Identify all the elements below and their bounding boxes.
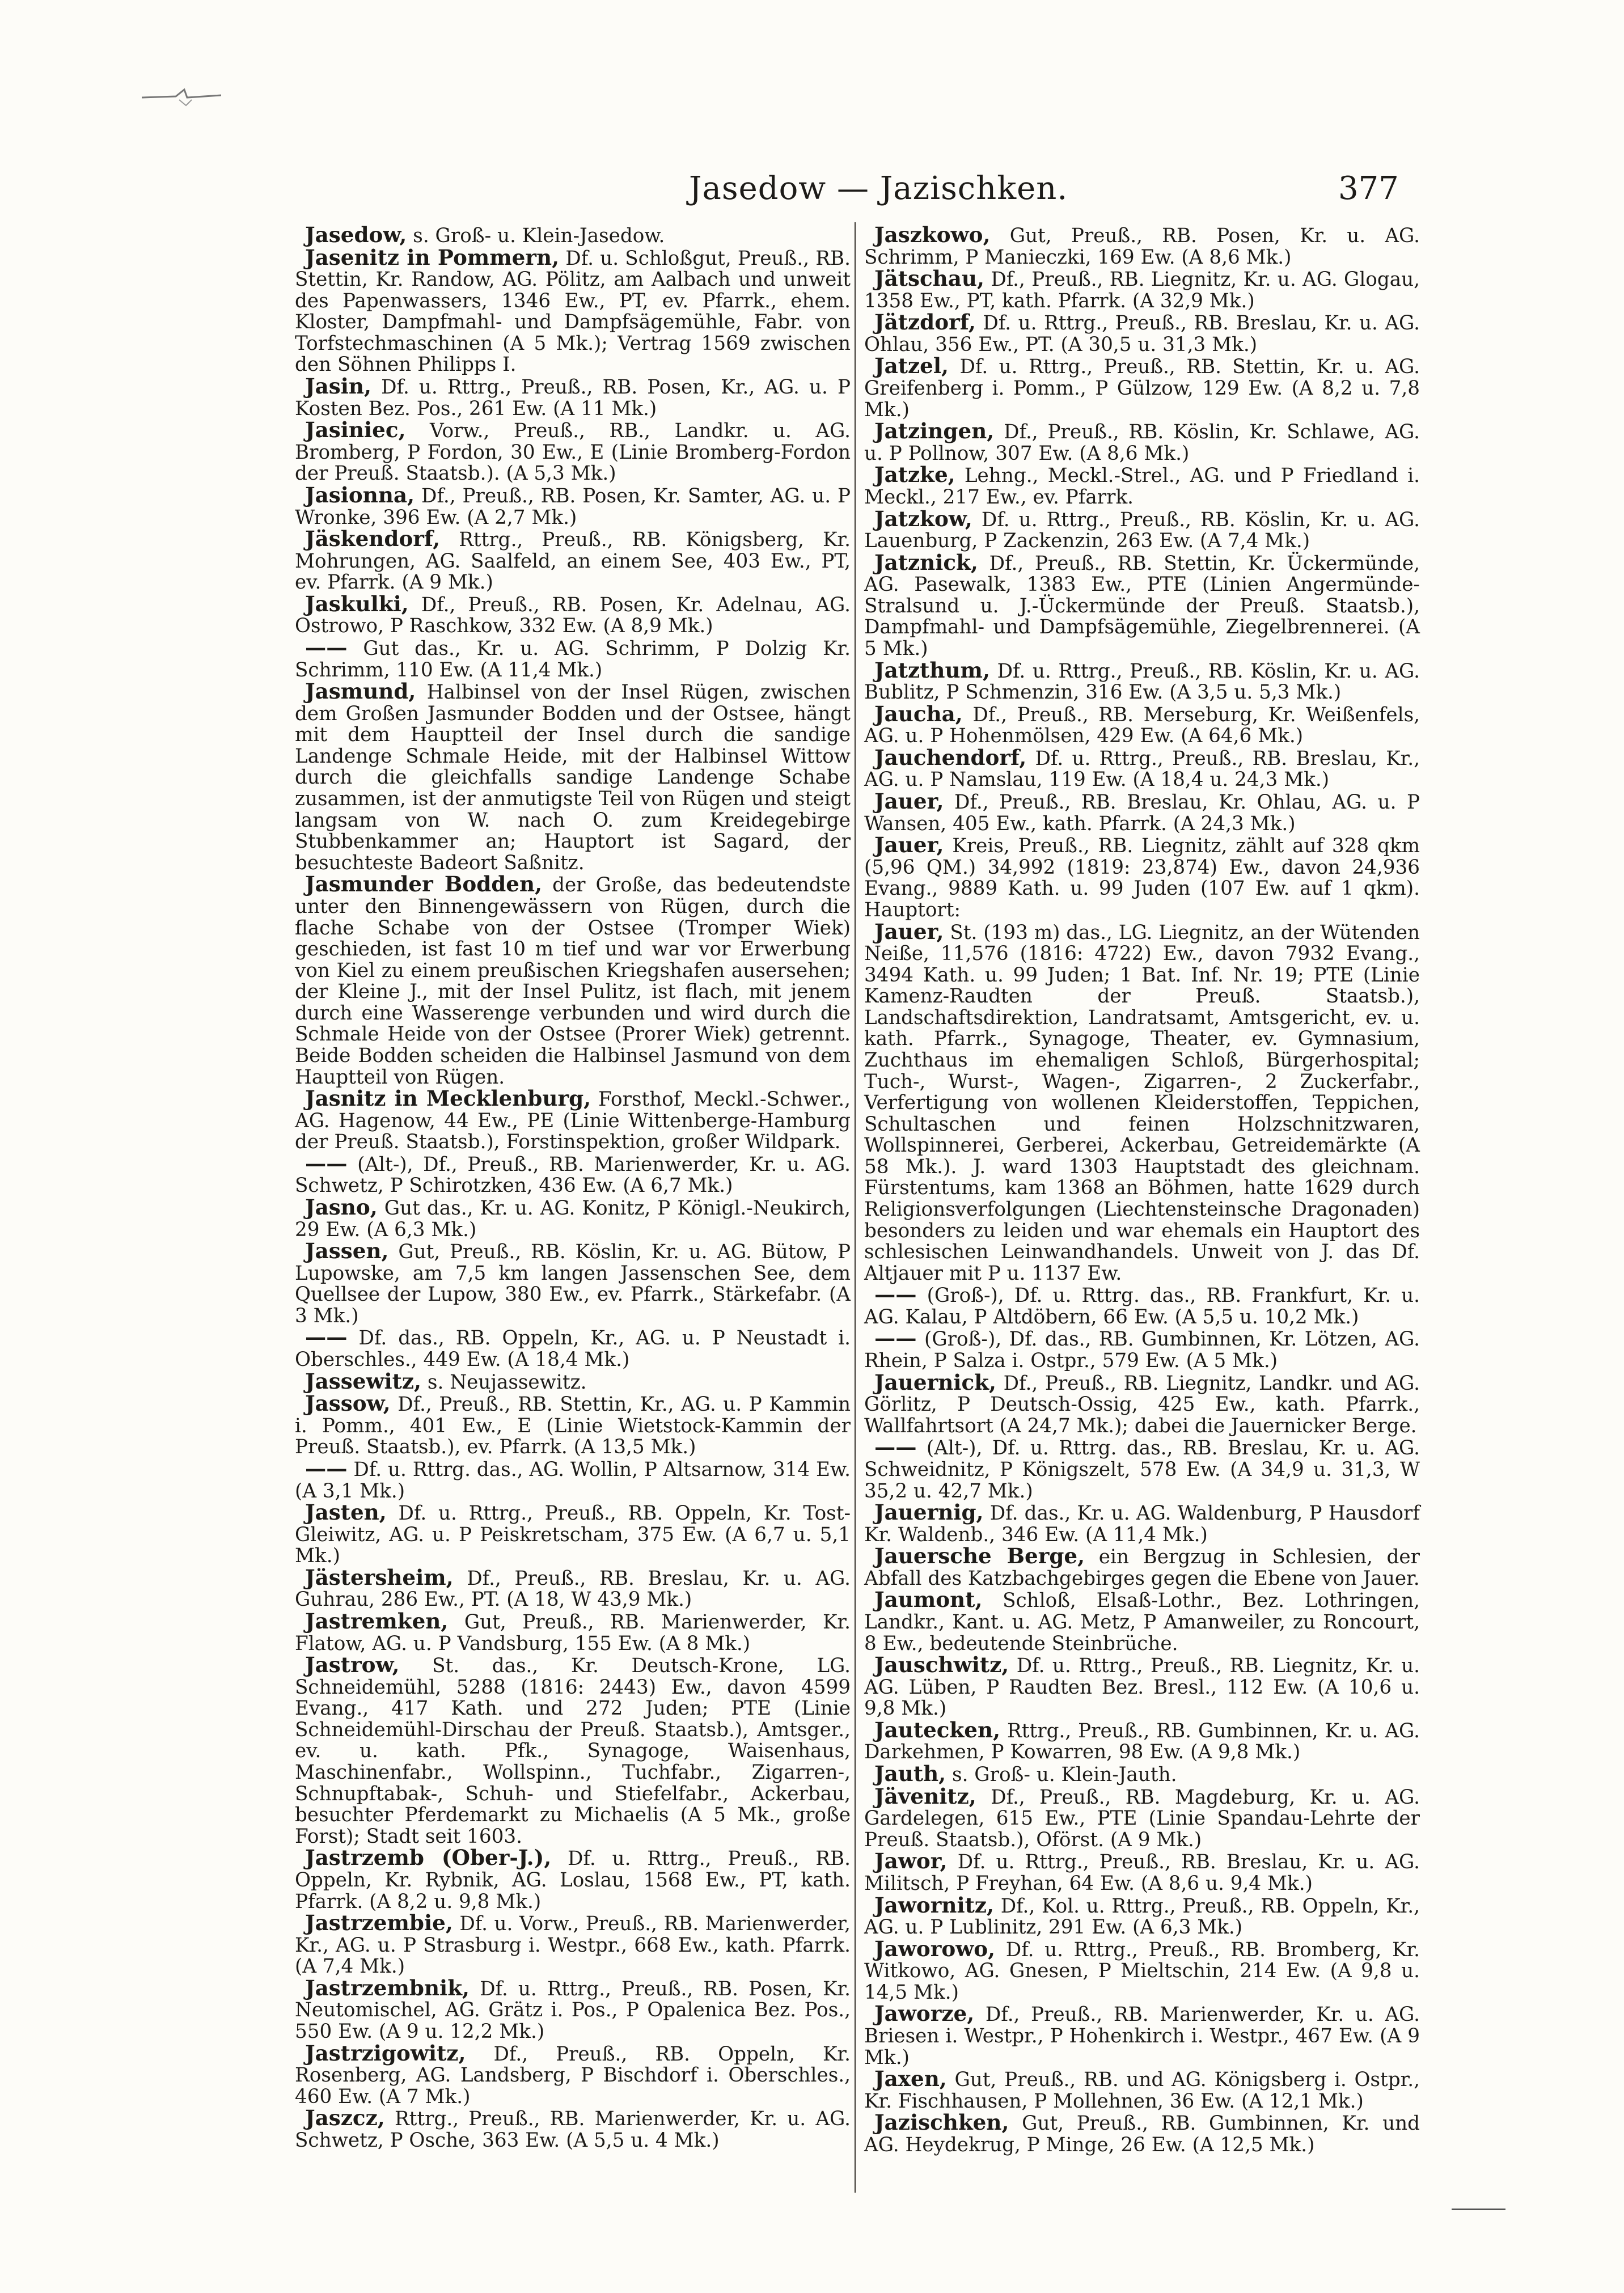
- entry-text: Df. das., RB. Oppeln, Kr., AG. u. P Neustadt i. Oberschles., 449 Ew. (A 18,4 Mk.): [295, 1327, 851, 1372]
- entry-headword: Jauersche Berge,: [874, 1543, 1085, 1569]
- entry-headword: ——: [305, 1325, 348, 1350]
- dictionary-entry: [864, 1783, 1420, 1851]
- entry-text: (Alt-), Df. u. Rttrg. das., RB. Breslau, Kr. u. AG. Schweidnitz, P Königszelt, 578 Ew. (A 34,9 u. 31,3, W 35,2 u. 42,7 Mk.): [864, 1437, 1420, 1503]
- entry-headword: Jassen,: [305, 1238, 389, 1264]
- entry-text: Df. u. Rttrg., Preuß., RB. Breslau, Kr., AG. u. P Namslau, 119 Ew. (A 18,4 u. 24,3 Mk.): [864, 747, 1420, 792]
- entry-text: Df. u. Rttrg., Preuß., RB. Posen, Kr. Neutomischel, AG. Grätz i. Pos., P Opalenica Bez. Pos., 550 Ew. (A 9 u. 12,2 Mk.): [295, 1977, 851, 2043]
- entry-headword: Jaszcz,: [305, 2105, 385, 2131]
- dictionary-entry: [864, 701, 1420, 748]
- entry-text: Gut, Preuß., RB. Posen, Kr. u. AG. Schrimm, P Manieczki, 169 Ew. (A 8,6 Mk.): [864, 225, 1420, 269]
- entry-headword: Jasenitz in Pommern,: [305, 244, 560, 270]
- entry-headword: Jaskulki,: [305, 591, 409, 616]
- entry-text: (Groß-), Df. u. Rttrg. das., RB. Frankfurt, Kr. u. AG. Kalau, P Altdöbern, 66 Ew. (A 5,5 u. 10,2 Mk.): [864, 1284, 1420, 1329]
- dictionary-entry: [295, 222, 851, 247]
- dictionary-entry: [864, 1284, 1420, 1328]
- entry-text: Df., Preuß., RB. Posen, Kr. Adelnau, AG. Ostrowo, P Raschkow, 332 Ew. (A 8,9 Mk.): [295, 593, 851, 638]
- entry-headword: Jasmund,: [305, 679, 416, 704]
- entry-text: (Alt-), Df., Preuß., RB. Marienwerder, Kr. u. AG. Schwetz, P Schirotzken, 436 Ew. (A 6,7 Mk.): [295, 1153, 851, 1198]
- entry-text: Lehng., Meckl.-Strel., AG. und P Friedland i. Meckl., 217 Ew., ev. Pfarrk.: [864, 464, 1420, 509]
- entry-headword: Jastrzembnik,: [305, 1975, 470, 2000]
- left-column: [295, 222, 851, 2152]
- entry-text: Df., Preuß., RB. Breslau, Kr. Ohlau, AG. u. P Wansen, 405 Ew., kath. Pfarrk. (A 24,3 Mk.): [864, 791, 1420, 835]
- entry-headword: ——: [874, 1282, 917, 1308]
- entry-headword: Jatzingen,: [874, 418, 995, 444]
- entry-headword: Jasten,: [305, 1500, 387, 1525]
- entry-headword: ——: [305, 1456, 348, 1481]
- entry-text: Vorw., Preuß., RB., Landkr. u. AG. Bromberg, P Fordon, 30 Ew., E (Linie Bromberg-Fordon der Preuß. Staatsb.). (A 5,3 Mk.): [295, 420, 851, 485]
- entry-headword: Jävenitz,: [874, 1783, 976, 1809]
- dictionary-entry: [295, 1611, 851, 1655]
- entry-text: Df., Preuß., RB. Köslin, Kr. Schlawe, AG. u. P Pollnow, 307 Ew. (A 8,6 Mk.): [864, 421, 1420, 465]
- entry-headword: Jawor,: [874, 1848, 948, 1874]
- entry-headword: Jauer,: [874, 832, 944, 858]
- entry-headword: Jäskendorf,: [305, 526, 441, 552]
- entry-headword: Jauth,: [874, 1761, 946, 1787]
- entry-text: Df. u. Schloßgut, Preuß., RB. Stettin, Kr. Randow, AG. Pölitz, am Aalbach und unweit des Papenwassers, 1346 Ew., PT, ev. Pfarrk., ehem. Kloster, Dampfmahl- und Dampfsägemühle, Fabr. von Torfstechmaschinen (A 5 Mk.); Vertrag 1569 zwischen den Söhnen Philipps I.: [295, 247, 851, 376]
- entry-text: Df. u. Rttrg., Preuß., RB. Stettin, Kr. u. AG. Greifenberg i. Pomm., P Gülzow, 129 Ew. (A 8,2 u. 7,8 Mk.): [864, 356, 1420, 421]
- entry-text: Df., Preuß., RB. Merseburg, Kr. Weißenfels, AG. u. P Hohenmölsen, 429 Ew. (A 64,6 Mk.): [864, 703, 1420, 748]
- entry-text: der Große, das bedeutendste unter den Binnengewässern von Rügen, durch die flache Schabe von der Ostsee (Tromper Wiek) geschieden, ist fast 10 m tief und war vor Erwerbung von Kiel zu einem preußischen Kriegshafen ausersehen; der Kleine J., mit der Insel Pulitz, ist flach, mit jenem durch eine Wasserenge verbunden und wird durch die Schmale Heide von der Ostsee (Prorer Wiek) getrennt. Beide Bodden scheiden die Halbinsel Jasmund von dem Hauptteil von Rügen.: [295, 874, 851, 1089]
- dictionary-entry: [295, 1502, 851, 1567]
- entry-headword: Jasiniec,: [305, 417, 406, 443]
- dictionary-entry: [295, 1150, 851, 1198]
- entry-headword: Jaucha,: [874, 701, 963, 726]
- entry-text: Rttrg., Preuß., RB. Königsberg, Kr. Mohrungen, AG. Saalfeld, an einem See, 403 Ew., PT, ev. Pfarrk. (A 9 Mk.): [295, 528, 851, 594]
- entry-text: Rttrg., Preuß., RB. Marienwerder, Kr. u. AG. Schwetz, P Osche, 363 Ew. (A 5,5 u. 4 Mk.): [295, 2108, 851, 2152]
- entry-text: Df., Preuß., RB. Stettin, Kr., AG. u. P Kammin i. Pomm., 401 Ew., E (Linie Wietstock-Kammin der Preuß. Staatsb.), ev. Pfarrk. (A 13,5 Mk.): [295, 1393, 851, 1459]
- dictionary-entry: [864, 921, 1420, 1285]
- dictionary-entry: [864, 549, 1420, 660]
- entry-text: Df. u. Vorw., Preuß., RB. Marienwerder, Kr., AG. u. P Strasburg i. Westpr., 668 Ew., kath. Pfarrk. (A 7,4 Mk.): [295, 1913, 851, 1978]
- dictionary-entry: [864, 312, 1420, 356]
- entry-text: Df., Preuß., RB. Liegnitz, Kr. u. AG. Glogau, 1358 Ew., PT, kath. Pfarrk. (A 32,9 Mk.): [864, 268, 1420, 312]
- entry-headword: Jastrzembie,: [305, 1910, 453, 1936]
- entry-headword: Jatzkow,: [874, 506, 972, 531]
- dictionary-entry: [864, 791, 1420, 835]
- entry-text: Df. u. Rttrg., Preuß., RB. Breslau, Kr. u. AG. Ohlau, 356 Ew., PT. (A 30,5 u. 31,3 Mk.): [864, 312, 1420, 356]
- dictionary-entry: [295, 528, 851, 594]
- entry-headword: Jastrzemb (Ober-J.),: [305, 1845, 552, 1871]
- entry-headword: ——: [874, 1435, 917, 1460]
- dictionary-entry: [864, 2112, 1420, 2156]
- entry-headword: Jätschau,: [874, 266, 984, 291]
- dictionary-entry: [864, 506, 1420, 553]
- dictionary-entry: [864, 1437, 1420, 1502]
- dictionary-entry: [864, 832, 1420, 921]
- dictionary-entry: [295, 1975, 851, 2043]
- dictionary-entry: [295, 1564, 851, 1611]
- entry-headword: Jaszkowo,: [874, 222, 991, 247]
- entry-headword: Jauchendorf,: [874, 744, 1027, 770]
- dictionary-entry: [864, 744, 1420, 792]
- entry-headword: Jasin,: [305, 374, 371, 399]
- entry-text: Gut das., Kr. u. AG. Konitz, P Königl.-Neukirch, 29 Ew. (A 6,3 Mk.): [295, 1197, 851, 1241]
- dictionary-entry: [864, 464, 1420, 508]
- entry-headword: Jaumont,: [874, 1587, 983, 1613]
- entry-text: Halbinsel von der Insel Rügen, zwischen dem Großen Jasmunder Bodden und der Ostsee, hängt mit dem Hauptteil der Insel durch die sandige Landenge Schmale Heide, mit der Halbinsel Wittow durch die gleichfalls sandige Landenge Schabe zusammen, ist der anmutigste Teil von Rügen und steigt langsam von W. nach O. zum Kreidegebirge Stubbenkammer an; Hauptort ist Sagard, der besuchteste Badeort Saßnitz.: [295, 681, 851, 874]
- dictionary-entry: [295, 634, 851, 682]
- dictionary-entry: [864, 1589, 1420, 1655]
- entry-headword: Jasmunder Bodden,: [305, 871, 543, 897]
- entry-text: Df. u. Rttrg., Preuß., RB. Oppeln, Kr. Tost-Gleiwitz, AG. u. P Peiskretscham, 375 Ew. (A 6,7 u. 5,1 Mk.): [295, 1502, 851, 1568]
- entry-text: St. das., Kr. Deutsch-Krone, LG. Schneidemühl, 5288 (1816: 2443) Ew., davon 4599 Evang., 417 Kath. und 272 Juden; PTE (Linie Schneidemühl-Dirschau der Preuß. Staatsb.), Amtsger., ev. u. kath. Pfk., Synagoge, Waisenhaus, Maschinenfabr., Wollspinn., Tuchfabr., Zigarren-, Schnupftabak-, Schuh- und Stiefelfabr., Ackerbau, besuchter Pferdemarkt zu Michaelis (A 5 Mk., große Forst); Stadt seit 1603.: [295, 1655, 851, 1848]
- dictionary-entry: [295, 482, 851, 529]
- dictionary-entry: [864, 1848, 1420, 1895]
- entry-headword: Jauer,: [874, 789, 944, 814]
- entry-text: Df. u. Rttrg., Preuß., RB. Liegnitz, Kr. u. AG. Lüben, P Raudten Bez. Bresl., 112 Ew. (A 10,6 u. 9,8 Mk.): [864, 1655, 1420, 1720]
- entry-text: Df. u. Rttrg. das., AG. Wollin, P Altsarnow, 314 Ew. (A 3,1 Mk.): [295, 1458, 851, 1503]
- dictionary-entry: [864, 2003, 1420, 2068]
- entry-text: Df. u. Rttrg., Preuß., RB. Breslau, Kr. u. AG. Militsch, P Freyhan, 64 Ew. (A 8,6 u. 9,4 Mk.): [864, 1851, 1420, 1895]
- entry-headword: Jatzthum,: [874, 657, 990, 683]
- entry-headword: Jauschwitz,: [874, 1652, 1009, 1678]
- dictionary-entry: [864, 1652, 1420, 1720]
- entry-headword: Jatzel,: [874, 353, 949, 379]
- dictionary-entry: [864, 353, 1420, 421]
- entry-text: Df. u. Rttrg., Preuß., RB. Köslin, Kr. u. AG. Lauenburg, P Zackenzin, 263 Ew. (A 7,4 Mk.): [864, 508, 1420, 553]
- dictionary-entry: [295, 591, 851, 638]
- entry-text: Df., Preuß., RB. Liegnitz, Landkr. und AG. Görlitz, P Deutsch-Ossig, 425 Ew., kath. Pfarrk., Wallfahrtsort (A 24,7 Mk.); dabei die Jauernicker Berge.: [864, 1372, 1420, 1437]
- entry-text: Gut das., Kr. u. AG. Schrimm, P Dolzig Kr. Schrimm, 110 Ew. (A 11,4 Mk.): [295, 637, 851, 682]
- dictionary-entry: [295, 1847, 851, 1913]
- dictionary-entry: [864, 268, 1420, 312]
- dictionary-entry: [864, 1369, 1420, 1437]
- dictionary-entry: [864, 657, 1420, 704]
- entry-text: St. (193 m) das., LG. Liegnitz, an der Wütenden Neiße, 11,576 (1816: 4722) Ew., davon 7932 Evang., 3494 Kath. u. 99 Juden; 1 Bat. Inf. Nr. 19; PTE (Linie Kamenz-Raudten der Preuß. Staatsb.), Landschaftsdirektion, Landratsamt, Amtsgericht, ev. u. kath. Pfarrk., Synagoge, Theater, ev. Gymnasium, Zuchthaus im ehemaligen Schloß, Bürgerhospital; Tuch-, Wurst-, Wagen-, Zigarren-, 2 Zuckerfabr., Verfertigung von wollenen Kleiderstoffen, Teppichen, Schultaschen und feinen Holzschnitzwaren, Wollspinnerei, Gerberei, Ackerbau, Getreidemärkte (A 58 Mk.). J. ward 1303 Hauptstadt des gleichnam. Fürstentums, kam 1368 an Böhmen, hatte 1629 durch Religionsverfolgungen (Liechtensteinsche Dragonaden) besonders zu leiden und war ehemals ein Hauptort des schlesischen Leinwandhandels. Unweit von J. das Df. Altjauer mit P u. 1137 Ew.: [864, 921, 1420, 1285]
- entry-headword: Jatznick,: [874, 549, 978, 575]
- entry-headword: Jaworowo,: [874, 1936, 996, 1961]
- entry-text: Df., Kol. u. Rttrg., Preuß., RB. Oppeln, Kr., AG. u. P Lublinitz, 291 Ew. (A 6,3 Mk.): [864, 1894, 1420, 1939]
- entry-text: Gut, Preuß., RB. und AG. Königsberg i. Ostpr., Kr. Fischhausen, P Mollehnen, 36 Ew. (A 12,1 Mk.): [864, 2068, 1420, 2113]
- entry-headword: Jauer,: [874, 919, 944, 944]
- dictionary-entry: [295, 1652, 851, 1848]
- entry-text: Df., Preuß., RB. Oppeln, Kr. Rosenberg, AG. Landsberg, P Bischdorf i. Oberschles., 460 Ew. (A 7 Mk.): [295, 2042, 851, 2108]
- entry-headword: Jaworze,: [874, 2001, 975, 2027]
- running-head: Jasedow — Jazischken.: [689, 170, 1068, 207]
- dictionary-entry: [295, 417, 851, 485]
- dictionary-entry: [864, 1717, 1420, 1764]
- dictionary-entry: [295, 376, 851, 420]
- entry-headword: Jauernick,: [874, 1369, 996, 1395]
- entry-headword: ——: [305, 1150, 348, 1176]
- entry-headword: Jastrzigowitz,: [305, 2040, 466, 2066]
- footer-rule: [1452, 2209, 1505, 2210]
- dictionary-entry: [295, 2040, 851, 2108]
- entry-text: s. Groß- u. Klein-Jasedow.: [413, 225, 665, 247]
- entry-text: Df. u. Rttrg., Preuß., RB. Bromberg, Kr. Witkowo, AG. Gnesen, P Mieltschin, 214 Ew. (A 9,8 u. 14,5 Mk.): [864, 1938, 1420, 2004]
- dictionary-entry: [864, 222, 1420, 269]
- entry-text: Forsthof, Meckl.-Schwer., AG. Hagenow, 44 Ew., PE (Linie Wittenberge-Hamburg der Preuß. Staatsb.), Forstinspektion, großer Wildpark.: [295, 1088, 851, 1154]
- entry-text: Df. das., Kr. u. AG. Waldenburg, P Hausdorf Kr. Waldenb., 346 Ew. (A 11,4 Mk.): [864, 1502, 1420, 1546]
- dictionary-entry: [295, 1088, 851, 1153]
- entry-text: Df. u. Rttrg., Preuß., RB. Oppeln, Kr. Rybnik, AG. Loslau, 1568 Ew., PT, kath. Pfarrk. (A 8,2 u. 9,8 Mk.): [295, 1847, 851, 1913]
- dictionary-entry: [864, 1892, 1420, 1939]
- dictionary-entry: [295, 244, 851, 376]
- entry-headword: ——: [305, 634, 348, 660]
- dictionary-entry: [864, 2068, 1420, 2112]
- entry-text: s. Neujassewitz.: [427, 1370, 587, 1394]
- entry-text: Gut, Preuß., RB. Köslin, Kr. u. AG. Bütow, P Lupowske, am 7,5 km langen Jassenschen See, dem Quellsee der Lupow, 380 Ew., ev. Pfarrk., Stärkefabr. (A 3 Mk.): [295, 1241, 851, 1327]
- entry-headword: Jautecken,: [874, 1717, 1001, 1742]
- entry-headword: Jassow,: [305, 1391, 391, 1416]
- dictionary-entry: [864, 1763, 1420, 1786]
- page-number: 377: [1338, 170, 1399, 207]
- dictionary-entry: [295, 681, 851, 874]
- entry-headword: Jastremken,: [305, 1609, 449, 1634]
- entry-text: Df., Preuß., RB. Marienwerder, Kr. u. AG. Briesen i. Westpr., P Hohenkirch i. Westpr., 467 Ew. (A 9 Mk.): [864, 2003, 1420, 2069]
- dictionary-entry: [864, 1502, 1420, 1546]
- entry-headword: Jasionna,: [305, 482, 415, 507]
- entry-text: Rttrg., Preuß., RB. Gumbinnen, Kr. u. AG. Darkehmen, P Kowarren, 98 Ew. (A 9,8 Mk.): [864, 1719, 1420, 1764]
- dictionary-entry: [295, 1238, 851, 1327]
- entry-headword: Jästersheim,: [305, 1564, 454, 1590]
- dictionary-entry: [295, 871, 851, 1089]
- entry-text: ein Bergzug in Schlesien, der Abfall des Katzbachgebirges gegen die Ebene von Jauer.: [864, 1546, 1420, 1590]
- entry-headword: Jawornitz,: [874, 1892, 994, 1918]
- entry-text: Df., Preuß., RB. Magdeburg, Kr. u. AG. Gardelegen, 615 Ew., PTE (Linie Spandau-Lehrte der Preuß. Staatsb.), Oförst. (A 9 Mk.): [864, 1786, 1420, 1851]
- dictionary-entry: [864, 1328, 1420, 1372]
- entry-headword: Jaxen,: [874, 2066, 947, 2092]
- entry-text: Df. u. Rttrg., Preuß., RB. Posen, Kr., AG. u. P Kosten Bez. Pos., 261 Ew. (A 11 Mk.): [295, 376, 851, 420]
- entry-text: Df., Preuß., RB. Breslau, Kr. u. AG. Guhrau, 286 Ew., PT. (A 18, W 43,9 Mk.): [295, 1567, 851, 1611]
- entry-headword: Jauernig,: [874, 1500, 984, 1525]
- entry-text: Kreis, Preuß., RB. Liegnitz, zählt auf 328 qkm (5,96 QM.) 34,992 (1819: 23,874) Ew., davon 24,936 Evang., 9889 Kath. u. 99 Juden (107 Ew. auf 1 qkm). Hauptort:: [864, 835, 1420, 921]
- column-divider: [855, 222, 856, 2193]
- dictionary-entry: [864, 1543, 1420, 1590]
- entry-headword: Jastrow,: [305, 1652, 400, 1678]
- entry-headword: Jazischken,: [874, 2110, 1009, 2135]
- entry-text: Df. u. Rttrg., Preuß., RB. Köslin, Kr. u. AG. Bublitz, P Schmenzin, 316 Ew. (A 3,5 u. 5,3 Mk.): [864, 659, 1420, 704]
- dictionary-entry: [864, 1936, 1420, 2004]
- entry-headword: Jassewitz,: [305, 1368, 422, 1394]
- dictionary-entry: [295, 2105, 851, 2152]
- entry-text: Schloß, Elsaß-Lothr., Bez. Lothringen, Landkr., Kant. u. AG. Metz, P Amanweiler, zu Roncourt, 8 Ew., bedeutende Steinbrüche.: [864, 1589, 1420, 1655]
- entry-text: Df., Preuß., RB. Posen, Kr. Samter, AG. u. P Wronke, 396 Ew. (A 2,7 Mk.): [295, 484, 851, 529]
- entry-text: (Groß-), Df. das., RB. Gumbinnen, Kr. Lötzen, AG. Rhein, P Salza i. Ostpr., 579 Ew. (A 5 Mk.): [864, 1328, 1420, 1373]
- entry-headword: ——: [874, 1326, 917, 1351]
- right-column: [864, 222, 1420, 2156]
- dictionary-entry: [295, 1368, 851, 1394]
- entry-text: Gut, Preuß., RB. Gumbinnen, Kr. und AG. Heydekrug, P Minge, 26 Ew. (A 12,5 Mk.): [864, 2112, 1420, 2156]
- entry-headword: Jasedow,: [305, 222, 407, 247]
- dictionary-entry: [295, 1327, 851, 1370]
- entry-text: s. Groß- u. Klein-Jauth.: [952, 1763, 1177, 1787]
- binding-mark-icon: [142, 85, 221, 108]
- dictionary-entry: [295, 1458, 851, 1502]
- dictionary-entry: [295, 1197, 851, 1241]
- dictionary-entry: [864, 418, 1420, 465]
- entry-headword: Jasnitz in Mecklenburg,: [305, 1086, 591, 1111]
- entry-text: Df., Preuß., RB. Stettin, Kr. Ückermünde, AG. Pasewalk, 1383 Ew., PTE (Linien Angermünde-Stralsund u. J.-Ückermünde der Preuß. Staatsb.), Dampfmahl- und Dampfsägemühle, Ziegelbrennerei. (A 5 Mk.): [864, 552, 1420, 660]
- entry-headword: Jasno,: [305, 1195, 378, 1220]
- entry-headword: Jätzdorf,: [874, 310, 976, 335]
- entry-text: Gut, Preuß., RB. Marienwerder, Kr. Flatow, AG. u. P Vandsburg, 155 Ew. (A 8 Mk.): [295, 1611, 851, 1655]
- entry-headword: Jatzke,: [874, 462, 955, 488]
- dictionary-entry: [295, 1393, 851, 1458]
- dictionary-entry: [295, 1910, 851, 1978]
